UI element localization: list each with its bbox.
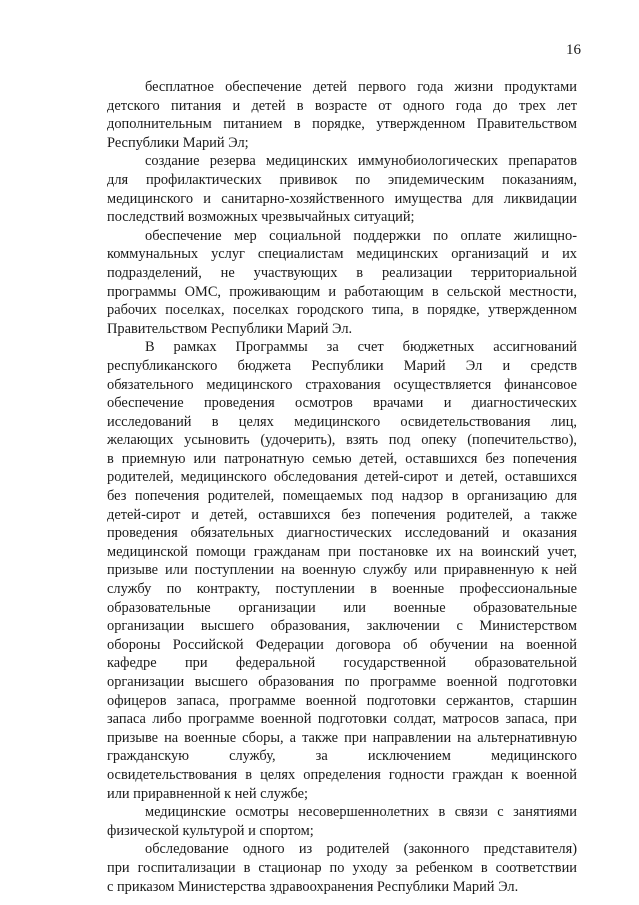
page-number: 16 <box>566 42 581 58</box>
paragraph <box>107 338 577 803</box>
text-line: республиканского бюджета Республики Марий Эл и средств <box>107 357 577 374</box>
text-line: обязательного медицинского страхования осуществляется финансовое <box>107 376 577 393</box>
paragraph <box>107 227 577 339</box>
text-line: программы ОМС, проживающим и работающим в сельской местности, <box>107 283 577 300</box>
text-line: обеспечение мер социальной поддержки по оплате жилищно- <box>145 227 577 244</box>
text-line: обследование одного из родителей (законного представителя) <box>145 841 577 858</box>
paragraph <box>107 78 577 152</box>
text-line: медицинской помощи гражданам при постановке их на воинский учет, <box>107 543 577 560</box>
text-line: детей-сирот и детей, оставшихся без попечения родителей, а также <box>107 506 577 523</box>
text-line: В рамках Программы за счет бюджетных ассигнований <box>145 339 577 356</box>
text-line: призыве или поступлении на военную службу или приравненную к ней <box>107 562 577 579</box>
text-line: с приказом Министерства здравоохранения Республики Марий Эл. <box>107 878 519 895</box>
text-line: проведения обязательных диагностических исследований и оказания <box>107 525 577 542</box>
text-line: медицинского и санитарно-хозяйственного имущества для ликвидации <box>107 190 577 207</box>
text-line: обороны Российской Федерации договора об обучении на военной <box>107 636 577 653</box>
text-line: подразделений, не участвующих в реализации территориальной <box>107 264 577 281</box>
text-line: дополнительным питанием в порядке, утвержденном Правительством <box>107 116 577 133</box>
paragraph <box>107 152 577 226</box>
text-line: Республики Марий Эл; <box>107 134 249 151</box>
text-line: исследований в целях медицинского освидетельствования лиц, <box>107 413 577 430</box>
text-line: кафедре при федеральной государственной образовательной <box>107 655 577 672</box>
text-line: обеспечение проведения осмотров врачами и диагностических <box>107 395 577 412</box>
text-line: медицинские осмотры несовершеннолетних в связи с занятиями <box>145 804 577 821</box>
text-line: запаса либо программе военной подготовки солдат, матросов запаса, при <box>107 711 577 728</box>
text-line: службу по контракту, поступлении в военные профессиональные <box>107 581 577 598</box>
text-line: организации высшего образования, заключении с Министерством <box>107 618 577 635</box>
text-line: для профилактических прививок по эпидемическим показаниям, <box>107 171 577 188</box>
text-line: физической культурой и спортом; <box>107 822 314 839</box>
text-line: или приравненной к ней службе; <box>107 785 308 802</box>
text-line: образовательные организации или военные образовательные <box>107 599 577 616</box>
text-line: при госпитализации в стационар по уходу за ребенком в соответствии <box>107 859 577 876</box>
text-line: родителей, медицинского обследования детей-сирот и детей, оставшихся <box>107 469 577 486</box>
body-text <box>107 78 577 896</box>
text-line: бесплатное обеспечение детей первого года жизни продуктами <box>145 79 577 95</box>
text-line: без попечения родителей, помещаемых под надзор в организацию для <box>107 488 577 505</box>
text-line: Правительством Республики Марий Эл. <box>107 320 353 337</box>
text-line: последствий возможных чрезвычайных ситуаций; <box>107 209 415 226</box>
text-line: желающих усыновить (удочерить), взять под опеку (попечительство), <box>107 432 577 449</box>
paragraph <box>107 840 577 896</box>
text-line: детского питания и детей в возрасте от одного года до трех лет <box>107 97 577 114</box>
text-line: офицеров запаса, программе военной подготовки сержантов, старшин <box>107 692 577 709</box>
paragraph <box>107 803 577 840</box>
text-line: призыве на военные сборы, а также при направлении на альтернативную <box>107 729 577 746</box>
text-line: освидетельствования в целях определения годности граждан к военной <box>107 766 577 783</box>
text-line: гражданскую службу, за исключением медицинского <box>107 748 577 765</box>
text-line: рабочих поселках, поселках городского типа, в порядке, утвержденном <box>107 302 577 319</box>
text-line: коммунальных услуг специалистам медицинских организаций и их <box>107 246 577 263</box>
text-line: создание резерва медицинских иммунобиологических препаратов <box>145 153 577 170</box>
text-line: в приемную или патронатную семью детей, оставшихся без попечения <box>107 450 577 467</box>
text-line: организации высшего образования по программе военной подготовки <box>107 674 577 690</box>
